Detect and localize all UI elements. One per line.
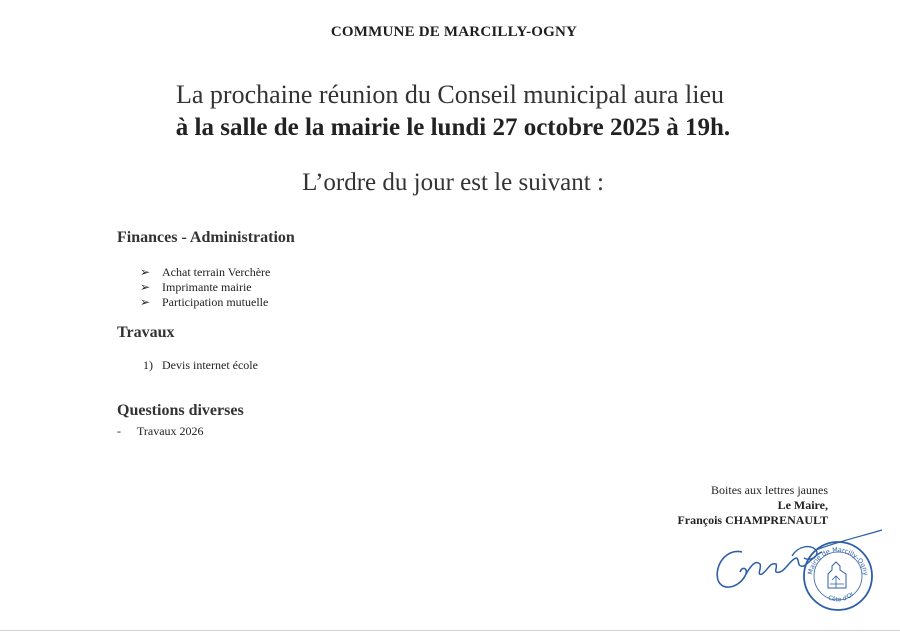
mairie-stamp	[802, 540, 874, 612]
signature-block	[677, 483, 828, 528]
dash-marker: -	[117, 424, 121, 438]
arrow-bullet-icon: ➢	[140, 280, 151, 294]
meeting-intro-line: La prochaine réunion du Conseil municipal aura lieu	[176, 80, 724, 109]
mailbox-note: Boites aux lettres jaunes	[711, 483, 828, 497]
commune-header: COMMUNE DE MARCILLY-OGNY	[330, 24, 578, 40]
mayor-role: Le Maire,	[777, 498, 828, 512]
mayor-name: François CHAMPRENAULT	[677, 513, 828, 527]
list-item: ➢ Imprimante mairie	[140, 280, 252, 294]
list-item: ➢ Achat terrain Verchère	[140, 265, 271, 279]
arrow-bullet-icon: ➢	[140, 295, 151, 309]
arrow-bullet-icon: ➢	[140, 265, 151, 279]
svg-text:Côte d'Or: Côte d'Or	[827, 590, 856, 604]
number-marker: 1)	[143, 358, 153, 372]
svg-text:Mairie de Marcilly-Ogny: Mairie de Marcilly-Ogny	[806, 545, 870, 577]
travaux-list	[143, 358, 258, 373]
section-title-travaux: Travaux	[117, 324, 175, 341]
section-title-questions: Questions diverses	[117, 402, 244, 419]
questions-list	[117, 424, 204, 439]
page-bottom-edge	[0, 630, 900, 631]
list-item: 1) Devis internet école	[143, 358, 258, 372]
list-item: - Travaux 2026	[117, 424, 204, 438]
list-item: ➢ Participation mutuelle	[140, 295, 269, 309]
agenda-intro: L’ordre du jour est le suivant :	[302, 169, 604, 196]
meeting-location-date: à la salle de la mairie le lundi 27 octobre 2025 à 19h.	[175, 114, 731, 141]
finances-list	[140, 265, 270, 310]
section-title-finances: Finances - Administration	[117, 229, 295, 246]
